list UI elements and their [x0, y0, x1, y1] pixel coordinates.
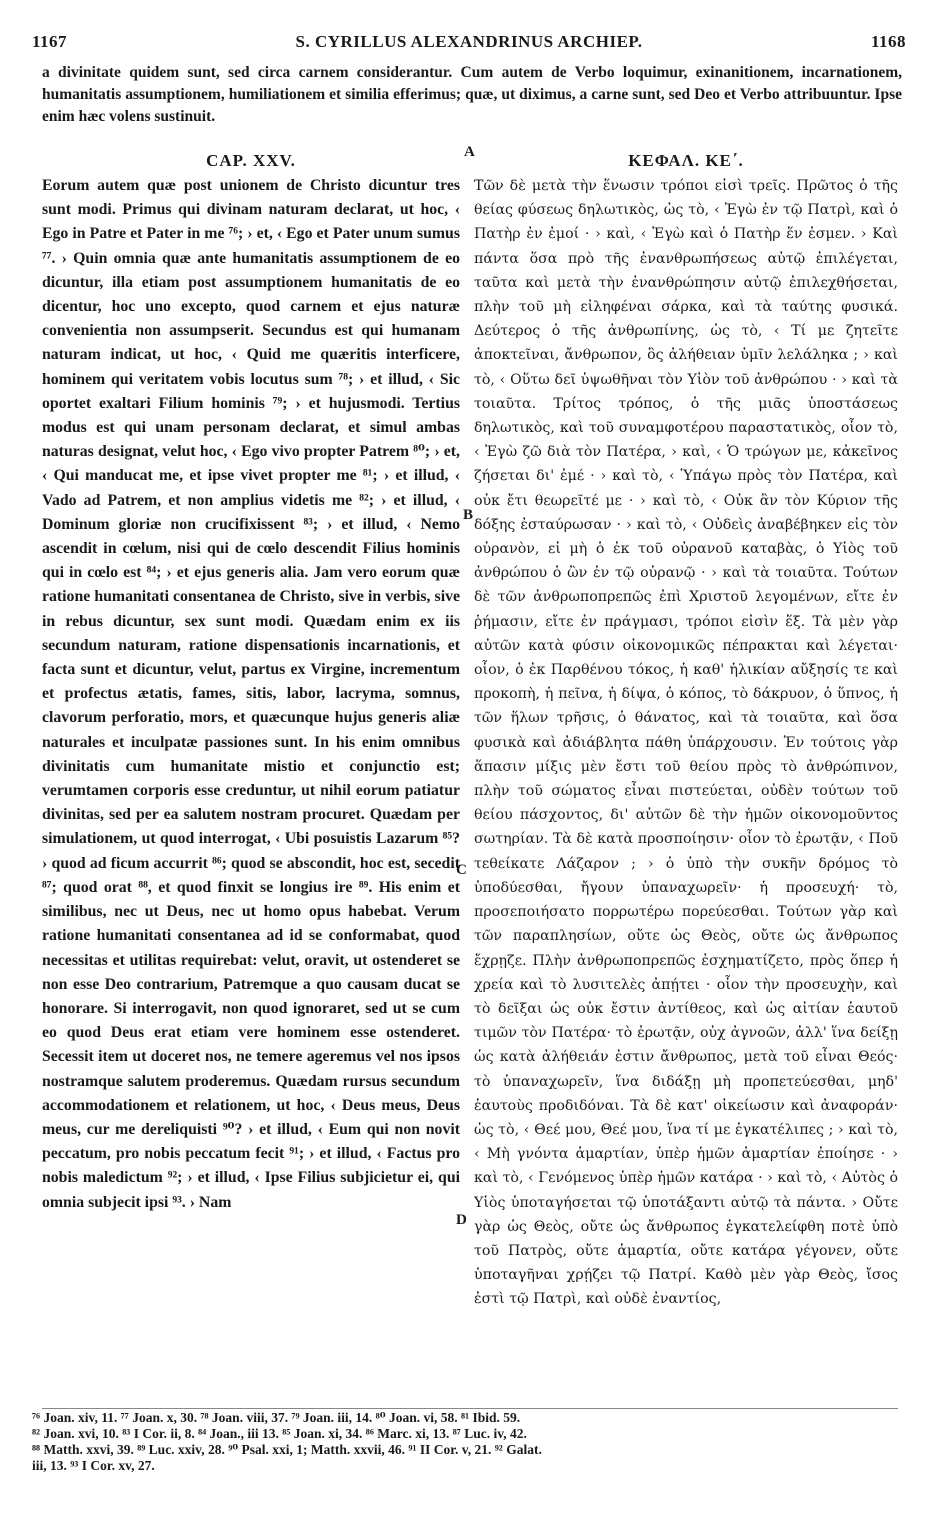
margin-marker-a: A — [464, 144, 475, 160]
latin-text: Eorum autem quæ post unionem de Christo dicuntur tres sunt modi. Primus qui divinam naturam declarat, ut hoc, ‹ Ego in Patre et Pater in me ⁷⁶; › et, ‹ Ego et Pater unum sumus ⁷⁷. › Quin omnia quæ ante humanitatis assumptionem de eo dicuntur, illa etiam post assumptionem humanitatis de eo dicentur, hoc uno excepto, quod carnem et ejus naturæ convenientia non assumpserit. Secundus est qui humanam naturam indicat, ut hoc, ‹ Quid me quæritis interficere, hominem qui veritatem vobis locutus sum ⁷⁸; › et illud, ‹ Sic oportet exaltari Filium hominis ⁷⁹; › et hujusmodi. Tertius modus est qui unam personam declarat, et simul ambas naturas designat, velut hoc, ‹ Ego vivo propter Patrem ⁸⁰; › et, ‹ Qui manducat me, et ipse vivet propter me ⁸¹; › et illud, ‹ Vado ad Patrem, et non amplius videtis me ⁸²; › et illud, ‹ Dominum gloriæ non crucifixissent ⁸³; › et illud, ‹ Nemo ascendit in cœlum, nisi qui de cœlo descendit Filius hominis qui in cœlo est ⁸⁴; › et ejus generis alia. Jam vero eorum quæ ratione humanitati consentanea de Christo, sive in verbis, sive in rebus dicuntur, sex sunt modi. Quædam enim ex iis secundum naturam, ratione dispensationis incarnationis, et facta sunt et dicuntur, velut, partus ex Virgine, incrementum et profectus ætatis, fames, sitis, labor, lacryma, somnus, clavorum perforatio, mors, et quæcunque hujus generis aliæ naturales et inculpatæ passiones sunt. In his enim omnibus divinitatis cum humanitate mistio et conjunctio est; verumtamen corporis esse creduntur, ut nihil eorum patiatur divinitas, sed per ea salutem nostram procuret. Quædam per simulationem, ut quod interrogat, ‹ Ubi posuistis Lazarum ⁸⁵? › quod ad ficum accurrit ⁸⁶; quod se abscondit, hoc est, secedit ⁸⁷; quod orat ⁸⁸, et quod finxit se longius ire ⁸⁹. His enim et similibus, nec ut Deus, nec ut homo opus habebat. Verum ratione humanitati consentanea ad id se conformabat, quod necessitas et utilitas requirebat: velut, oravit, ut ostenderet se non esse Deo contrarium, Patremque a quo causam ducat se honorare. Si interrogavit, non quod ignoraret, sed ut se cum eo quod Deus erat etiam vere hominem esse ostenderet. Secessit item ut doceret nos, ne temere ageremus vel nos ipsos nostramque salutem proderemus. Quædam rursus secundum accommodationem et relationem, ut hoc, ‹ Deus meus, Deus meus, cur me dereliquisti ⁹⁰? › et illud, ‹ Eum qui non novit peccatum, pro nobis peccatum fecit ⁹¹; › et illud, ‹ Factus pro nobis maledictum ⁹²; › et illud, ‹ Ipse Filius subjicietur ei, qui omnia subjecit ipsi ⁹³. › Nam — [42, 177, 460, 1211]
latin-chapter-heading: CAP. XXV. — [206, 151, 296, 170]
footnote-divider — [42, 1408, 898, 1409]
margin-marker-d: D — [456, 1212, 467, 1228]
margin-marker-b: B — [463, 507, 474, 523]
page-number-left: 1167 — [32, 32, 68, 51]
latin-column — [42, 148, 460, 1403]
running-title: S. CYRILLUS ALEXANDRINUS ARCHIEP. — [295, 32, 643, 51]
greek-chapter-heading: ΚΕΦΑΛ. ΚΕ΄. — [628, 151, 744, 170]
greek-column — [474, 148, 898, 1403]
greek-text: Τῶν δὲ μετὰ τὴν ἕνωσιν τρόποι εἰσὶ τρεῖς. Πρῶτος ὁ τῆς θείας φύσεως δηλωτικὸς, ὡς τὸ, ‹ Ἐγὼ ἐν τῷ Πατρὶ, καὶ ὁ Πατὴρ ἐν ἐμοί · › καὶ, ‹ Ἐγὼ καὶ ὁ Πατὴρ ἕν ἐσμεν. › Καὶ πάντα ὅσα πρὸ τῆς ἐνανθρωπήσεως αὐτῷ ἐπιλέγεται, ταῦτα καὶ μετὰ τὴν ἐνανθρώπησιν αὐτῷ ἐπιλεχθήσεται, πλὴν τοῦ μὴ εἰληφέναι σάρκα, καὶ τὰ ταύτης φυσικά. Δεύτερος ὁ τῆς ἀνθρωπίνης, ὡς τὸ, ‹ Τί με ζητεῖτε ἀποκτεῖναι, ἄνθρωπον, ὃς ἀλήθειαν ὑμῖν λελάληκα ; › καὶ τὸ, ‹ Οὕτω δεῖ ὑψωθῆναι τὸν Υἱὸν τοῦ ἀνθρώπου · › καὶ τὰ τοιαῦτα. Τρίτος τρόπος, ὁ τῆς μιᾶς ὑποστάσεως δηλωτικὸς, καὶ τοῦ συναμφοτέρου παραστατικὸς, οἷον τὸ, ‹ Ἐγὼ ζῶ διὰ τὸν Πατέρα, › καὶ, ‹ Ὁ τρώγων με, κἀκεῖνος ζήσεται δι' ἐμέ · › καὶ τὸ, ‹ Ὑπάγω πρὸς τὸν Πατέρα, καὶ οὐκ ἔτι θεωρεῖτέ με · › καὶ τὸ, ‹ Οὐκ ἂν τὸν Κύριον τῆς δόξης ἐσταύρωσαν · › καὶ τὸ, ‹ Οὐδεὶς ἀναβέβηκεν εἰς τὸν οὐρανὸν, εἰ μὴ ὁ ἐκ τοῦ οὐρανοῦ καταβὰς, ὁ Υἱὸς τοῦ ἀνθρώπου ὁ ὢν ἐν τῷ οὐρανῷ · › καὶ τὰ τοιαῦτα. Τούτων δὲ τῶν ἀνθρωποπρεπῶς ἐπὶ Χριστοῦ λεγομένων, εἴτε ἐν ῥήμασιν, εἴτε ἐν πράγμασι, τρόποι εἰσὶν ἕξ. Τὰ μὲν γὰρ αὐτῶν κατὰ φύσιν οἰκονομικῶς πέπρακται καὶ λέγεται· οἷον, ὁ ἐκ Παρθένου τόκος, ἡ καθ' ἡλικίαν αὔξησίς τε καὶ προκοπὴ, ἡ πεῖνα, ἡ δίψα, ὁ κόπος, τὸ δάκρυον, ὁ ὕπνος, ἡ τῶν ἥλων τρῆσις, ὁ θάνατος, καὶ τὰ τοιαῦτα, καὶ ὅσα φυσικὰ καὶ ἀδιάβλητα πάθη ὑπάρχουσιν. Ἐν τούτοις γὰρ ἅπασιν μίξις μὲν ἔστι τοῦ θείου πρὸς τὸ ἀνθρώπινον, πλὴν τοῦ σώματος εἶναι πιστεύεται, οὐδὲν τούτων τοῦ θείου πάσχοντος, δι' αὐτῶν δὲ τὴν ἡμῶν οἰκονομοῦντος σωτηρίαν. Τὰ δὲ κατὰ προσποίησιν· οἷον τὸ ἐρωτᾷν, ‹ Ποῦ τεθείκατε Λάζαρον ; › ὁ ὑπὸ τὴν συκῆν δρόμος τὸ ὑποδύεσθαι, ἤγουν ὑπαναχωρεῖν· ἡ προσευχή· τὸ, προσεποιήσατο πορρωτέρω πορεύεσθαι. Τούτων γὰρ καὶ τῶν παραπλησίων, οὔτε ὡς Θεὸς, οὔτε ὡς ἄνθρωπος ἔχρῃζε. Πλὴν ἀνθρωποπρεπῶς ἐσχηματίζετο, πρὸς ὅπερ ἡ χρεία καὶ τὸ λυσιτελὲς ἀπῄτει · οἷον τὴν προσευχὴν, καὶ τὸ δεῖξαι ὡς οὐκ ἔστιν ἀντίθεος, καὶ ὡς αἰτίαν ἑαυτοῦ τιμῶν τὸν Πατέρα· τὸ ἐρωτᾷν, οὐχ ἀγνοῶν, ἀλλ' ἵνα δείξῃ ὡς κατὰ ἀλήθειάν ἐστιν ἄνθρωπος, μετὰ τοῦ εἶναι Θεός· τὸ ὑπαναχωρεῖν, ἵνα διδάξῃ μὴ προπετεύεσθαι, μηδ' ἑαυτοὺς προδιδόναι. Τὰ δὲ κατ' οἰκείωσιν καὶ ἀναφοράν· ὡς τὸ, ‹ Θεέ μου, Θεέ μου, ἵνα τί με ἐγκατέλιπες ; › καὶ τὸ, ‹ Μὴ γνόντα ἁμαρτίαν, ὑπὲρ ἡμῶν ἁμαρτίαν ἐποίησε · › καὶ τὸ, ‹ Γενόμενος ὑπὲρ ἡμῶν κατάρα · › καὶ τὸ, ‹ Αὐτὸς ὁ Υἱὸς ὑποταγήσεται τῷ ὑποτάξαντι αὐτῷ τὰ πάντα. › Οὔτε γὰρ ὡς Θεὸς, οὔτε ὡς ἄνθρωπος ἐγκατελείφθη ποτὲ ὑπὸ τοῦ Πατρὸς, οὔτε ἁμαρτία, οὔτε κατάρα γέγονεν, οὔτε ὑποταγῆναι χρῄζει τῷ Πατρί. Καθὸ μὲν γὰρ Θεὸς, ἴσος ἐστὶ τῷ Πατρὶ, καὶ οὐδὲ ἐναντίος, — [474, 178, 898, 1308]
intro-paragraph — [42, 62, 902, 128]
margin-marker-c: C — [456, 862, 467, 878]
footnotes: ⁷⁶ Joan. xiv, 11. ⁷⁷ Joan. x, 30. ⁷⁸ Joan. viii, 37. ⁷⁹ Joan. iii, 14. ⁸⁰ Joan. vi, 58. ⁸¹ Ibid. 59. ⁸² Joan. xvi, 10. ⁸³ I Cor. ii, 8. ⁸⁴ Joan., iii 13. ⁸⁵ Joan. xi, 34. ⁸⁶ Marc. xi, 13. ⁸⁷ Luc. iv, 42. ⁸⁸ Matth. xxvi, 39. ⁸⁹ Luc. xxiv, 28. ⁹⁰ Psal. xxi, 1; Matth. xxvii, 46. ⁹¹ II Cor. v, 21. ⁹² Galat. iii, 13. ⁹³ I Cor. xv, 27. — [32, 1410, 542, 1473]
page-number-right: 1168 — [870, 32, 906, 51]
intro-text: a divinitate quidem sunt, sed circa carnem considerantur. Cum autem de Verbo loquimur, exinanitionem, incarnationem, humanitatis assumptionem, humiliationem et similia efferimus; quæ, ut diximus, a carne sunt, sed Deo et Verbo attribuuntur. Ipse enim hæc volens sustinuit. — [42, 64, 902, 125]
page-header — [32, 32, 906, 56]
